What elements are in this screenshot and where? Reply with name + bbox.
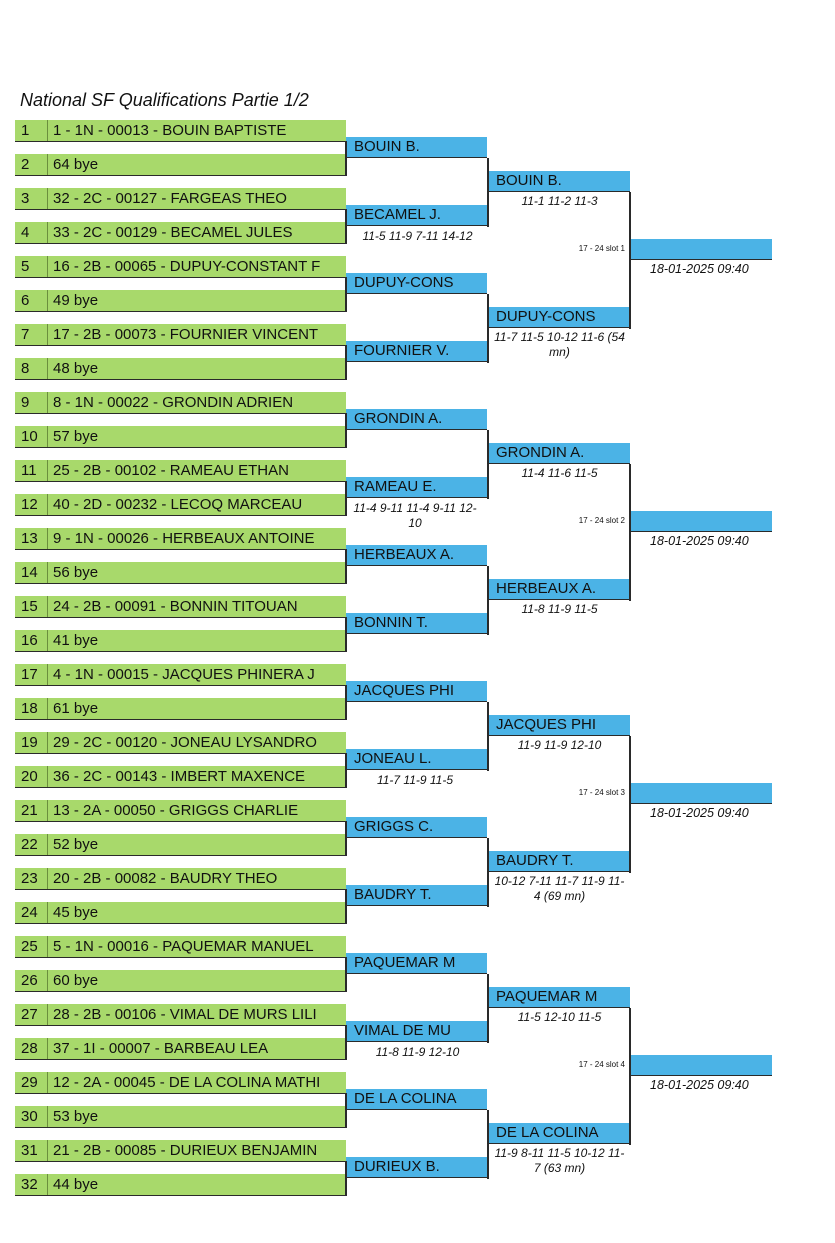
draw-entry-21 bbox=[15, 800, 346, 822]
round2-winner-4: FOURNIER V. bbox=[346, 341, 487, 362]
round4-slot-label-4: 17 - 24 slot 4 bbox=[578, 1060, 625, 1069]
entry-number: 21 bbox=[21, 802, 38, 819]
round2-winner-10: JONEAU L. bbox=[346, 749, 487, 770]
draw-entry-28 bbox=[15, 1038, 346, 1060]
draw-entry-27 bbox=[15, 1004, 346, 1026]
entry-number: 17 bbox=[21, 666, 38, 683]
entry-number: 4 bbox=[21, 224, 30, 241]
round3-score-8: 11-9 8-11 11-5 10-12 11-7 (63 mn) bbox=[494, 1146, 625, 1175]
page-title: National SF Qualifications Partie 1/2 bbox=[20, 90, 309, 110]
round4-slot-label-3: 17 - 24 slot 3 bbox=[578, 788, 625, 797]
round4-datetime-2: 18-01-2025 09:40 bbox=[650, 534, 749, 548]
round2-winner-15: DE LA COLINA bbox=[346, 1089, 487, 1110]
round3-score-7: 11-5 12-10 11-5 bbox=[517, 1010, 602, 1024]
draw-entry-26 bbox=[15, 970, 346, 992]
draw-entry-13 bbox=[15, 528, 346, 550]
entry-name: 12 - 2A - 00045 - DE LA COLINA MATHI bbox=[53, 1074, 321, 1091]
round3-score-6: 10-12 7-11 11-7 11-9 11-4 (69 mn) bbox=[494, 874, 625, 903]
entry-number: 27 bbox=[21, 1006, 38, 1023]
draw-entry-16 bbox=[15, 630, 346, 652]
draw-entry-14 bbox=[15, 562, 346, 584]
entry-number: 23 bbox=[21, 870, 38, 887]
round4-slot-label-2: 17 - 24 slot 2 bbox=[578, 516, 625, 525]
round2-winner-7: HERBEAUX A. bbox=[346, 545, 487, 566]
entry-number: 12 bbox=[21, 496, 38, 513]
draw-entry-24 bbox=[15, 902, 346, 924]
entry-name: 29 - 2C - 00120 - JONEAU LYSANDRO bbox=[53, 734, 317, 751]
entry-number: 22 bbox=[21, 836, 38, 853]
draw-entry-20 bbox=[15, 766, 346, 788]
round3-winner-8: DE LA COLINA bbox=[488, 1123, 630, 1144]
entry-number: 9 bbox=[21, 394, 30, 411]
round4-datetime-1: 18-01-2025 09:40 bbox=[650, 262, 749, 276]
entry-name: 20 - 2B - 00082 - BAUDRY THEO bbox=[53, 870, 278, 887]
draw-entry-12 bbox=[15, 494, 346, 516]
round2-score-10: 11-7 11-9 11-5 bbox=[376, 773, 454, 787]
entry-name: 56 bye bbox=[53, 564, 99, 581]
entry-number: 31 bbox=[21, 1142, 38, 1159]
entry-name: 64 bye bbox=[53, 156, 99, 173]
draw-entry-32 bbox=[15, 1174, 346, 1196]
draw-entry-18 bbox=[15, 698, 346, 720]
round4-slot-3 bbox=[630, 783, 772, 804]
round4-datetime-4: 18-01-2025 09:40 bbox=[650, 1078, 749, 1092]
entry-number: 7 bbox=[21, 326, 30, 343]
round2-winner-1: BOUIN B. bbox=[346, 137, 487, 158]
draw-entry-31 bbox=[15, 1140, 346, 1162]
round2-winner-12: BAUDRY T. bbox=[346, 885, 487, 906]
entry-name: 1 - 1N - 00013 - BOUIN BAPTISTE bbox=[53, 122, 287, 139]
entry-name: 25 - 2B - 00102 - RAMEAU ETHAN bbox=[53, 462, 289, 479]
round3-winner-7: PAQUEMAR M bbox=[488, 987, 630, 1008]
entry-name: 60 bye bbox=[53, 972, 99, 989]
round4-slot-4 bbox=[630, 1055, 772, 1076]
round2-winner-8: BONNIN T. bbox=[346, 613, 487, 634]
round2-score-2: 11-5 11-9 7-11 14-12 bbox=[362, 229, 473, 243]
round3-winner-1: BOUIN B. bbox=[488, 171, 630, 192]
round2-winner-9: JACQUES PHI bbox=[346, 681, 487, 702]
entry-name: 13 - 2A - 00050 - GRIGGS CHARLIE bbox=[53, 802, 299, 819]
entry-number: 14 bbox=[21, 564, 38, 581]
entry-number: 30 bbox=[21, 1108, 38, 1125]
entry-number: 24 bbox=[21, 904, 38, 921]
entry-name: 28 - 2B - 00106 - VIMAL DE MURS LILI bbox=[53, 1006, 317, 1023]
draw-entry-11 bbox=[15, 460, 346, 482]
round4-slot-2 bbox=[630, 511, 772, 532]
entry-name: 21 - 2B - 00085 - DURIEUX BENJAMIN bbox=[53, 1142, 318, 1159]
entry-number: 28 bbox=[21, 1040, 38, 1057]
round2-winner-5: GRONDIN A. bbox=[346, 409, 487, 430]
round2-score-14: 11-8 11-9 12-10 bbox=[375, 1045, 460, 1059]
entry-number: 19 bbox=[21, 734, 38, 751]
entry-number: 8 bbox=[21, 360, 30, 377]
draw-entry-2 bbox=[15, 154, 346, 176]
draw-entry-5 bbox=[15, 256, 346, 278]
draw-entry-30 bbox=[15, 1106, 346, 1128]
entry-name: 4 - 1N - 00015 - JACQUES PHINERA J bbox=[53, 666, 315, 683]
round4-slot-label-1: 17 - 24 slot 1 bbox=[578, 244, 625, 253]
round3-score-1: 11-1 11-2 11-3 bbox=[521, 194, 598, 208]
draw-entry-8 bbox=[15, 358, 346, 380]
round3-winner-6: BAUDRY T. bbox=[488, 851, 630, 872]
round2-winner-3: DUPUY-CONS bbox=[346, 273, 487, 294]
entry-number: 10 bbox=[21, 428, 38, 445]
entry-name: 52 bye bbox=[53, 836, 99, 853]
draw-entry-22 bbox=[15, 834, 346, 856]
draw-entry-23 bbox=[15, 868, 346, 890]
round2-winner-2: BECAMEL J. bbox=[346, 205, 487, 226]
round2-winner-11: GRIGGS C. bbox=[346, 817, 487, 838]
entry-name: 49 bye bbox=[53, 292, 99, 309]
round3-winner-5: JACQUES PHI bbox=[488, 715, 630, 736]
entry-name: 9 - 1N - 00026 - HERBEAUX ANTOINE bbox=[53, 530, 315, 547]
entry-name: 33 - 2C - 00129 - BECAMEL JULES bbox=[53, 224, 293, 241]
entry-number: 3 bbox=[21, 190, 30, 207]
entry-name: 41 bye bbox=[53, 632, 99, 649]
entry-name: 8 - 1N - 00022 - GRONDIN ADRIEN bbox=[53, 394, 294, 411]
entry-name: 40 - 2D - 00232 - LECOQ MARCEAU bbox=[53, 496, 303, 513]
entry-number: 1 bbox=[21, 122, 30, 139]
entry-number: 15 bbox=[21, 598, 38, 615]
round4-datetime-3: 18-01-2025 09:40 bbox=[650, 806, 749, 820]
entry-number: 13 bbox=[21, 530, 38, 547]
entry-number: 32 bbox=[21, 1176, 38, 1193]
entry-number: 20 bbox=[21, 768, 38, 785]
entry-number: 6 bbox=[21, 292, 30, 309]
entry-name: 24 - 2B - 00091 - BONNIN TITOUAN bbox=[53, 598, 298, 615]
entry-name: 48 bye bbox=[53, 360, 99, 377]
round3-score-4: 11-8 11-9 11-5 bbox=[521, 602, 598, 616]
draw-entry-3 bbox=[15, 188, 346, 210]
round2-winner-6: RAMEAU E. bbox=[346, 477, 487, 498]
entry-number: 16 bbox=[21, 632, 38, 649]
draw-entry-9 bbox=[15, 392, 346, 414]
round2-winner-14: VIMAL DE MU bbox=[346, 1021, 487, 1042]
entry-name: 16 - 2B - 00065 - DUPUY-CONSTANT F bbox=[53, 258, 321, 275]
draw-entry-7 bbox=[15, 324, 346, 346]
entry-name: 17 - 2B - 00073 - FOURNIER VINCENT bbox=[53, 326, 319, 343]
entry-number: 11 bbox=[21, 462, 37, 479]
draw-entry-15 bbox=[15, 596, 346, 618]
entry-name: 61 bye bbox=[53, 700, 99, 717]
entry-number: 5 bbox=[21, 258, 30, 275]
entry-name: 5 - 1N - 00016 - PAQUEMAR MANUEL bbox=[53, 938, 314, 955]
entry-name: 57 bye bbox=[53, 428, 99, 445]
round2-winner-13: PAQUEMAR M bbox=[346, 953, 487, 974]
round3-score-5: 11-9 11-9 12-10 bbox=[517, 738, 602, 752]
draw-entry-19 bbox=[15, 732, 346, 754]
round2-score-6: 11-4 9-11 11-4 9-11 12-10 bbox=[353, 501, 477, 530]
round2-winner-16: DURIEUX B. bbox=[346, 1157, 487, 1178]
entry-number: 18 bbox=[21, 700, 38, 717]
entry-number: 26 bbox=[21, 972, 38, 989]
draw-entry-29 bbox=[15, 1072, 346, 1094]
entry-number: 2 bbox=[21, 156, 30, 173]
round3-winner-4: HERBEAUX A. bbox=[488, 579, 630, 600]
draw-entry-17 bbox=[15, 664, 346, 686]
entry-number: 25 bbox=[21, 938, 38, 955]
draw-entry-1 bbox=[15, 120, 346, 142]
round4-slot-1 bbox=[630, 239, 772, 260]
entry-name: 36 - 2C - 00143 - IMBERT MAXENCE bbox=[53, 768, 306, 785]
draw-entry-6 bbox=[15, 290, 346, 312]
draw-entry-10 bbox=[15, 426, 346, 448]
entry-number: 29 bbox=[21, 1074, 38, 1091]
round3-score-3: 11-4 11-6 11-5 bbox=[521, 466, 598, 480]
entry-name: 44 bye bbox=[53, 1176, 99, 1193]
round3-score-2: 11-7 11-5 10-12 11-6 (54 mn) bbox=[494, 330, 625, 359]
draw-entry-25 bbox=[15, 936, 346, 958]
round3-winner-3: GRONDIN A. bbox=[488, 443, 630, 464]
round3-winner-2: DUPUY-CONS bbox=[488, 307, 630, 328]
entry-name: 45 bye bbox=[53, 904, 99, 921]
entry-name: 32 - 2C - 00127 - FARGEAS THEO bbox=[53, 190, 287, 207]
draw-entry-4 bbox=[15, 222, 346, 244]
entry-name: 37 - 1I - 00007 - BARBEAU LEA bbox=[53, 1040, 269, 1057]
entry-name: 53 bye bbox=[53, 1108, 99, 1125]
